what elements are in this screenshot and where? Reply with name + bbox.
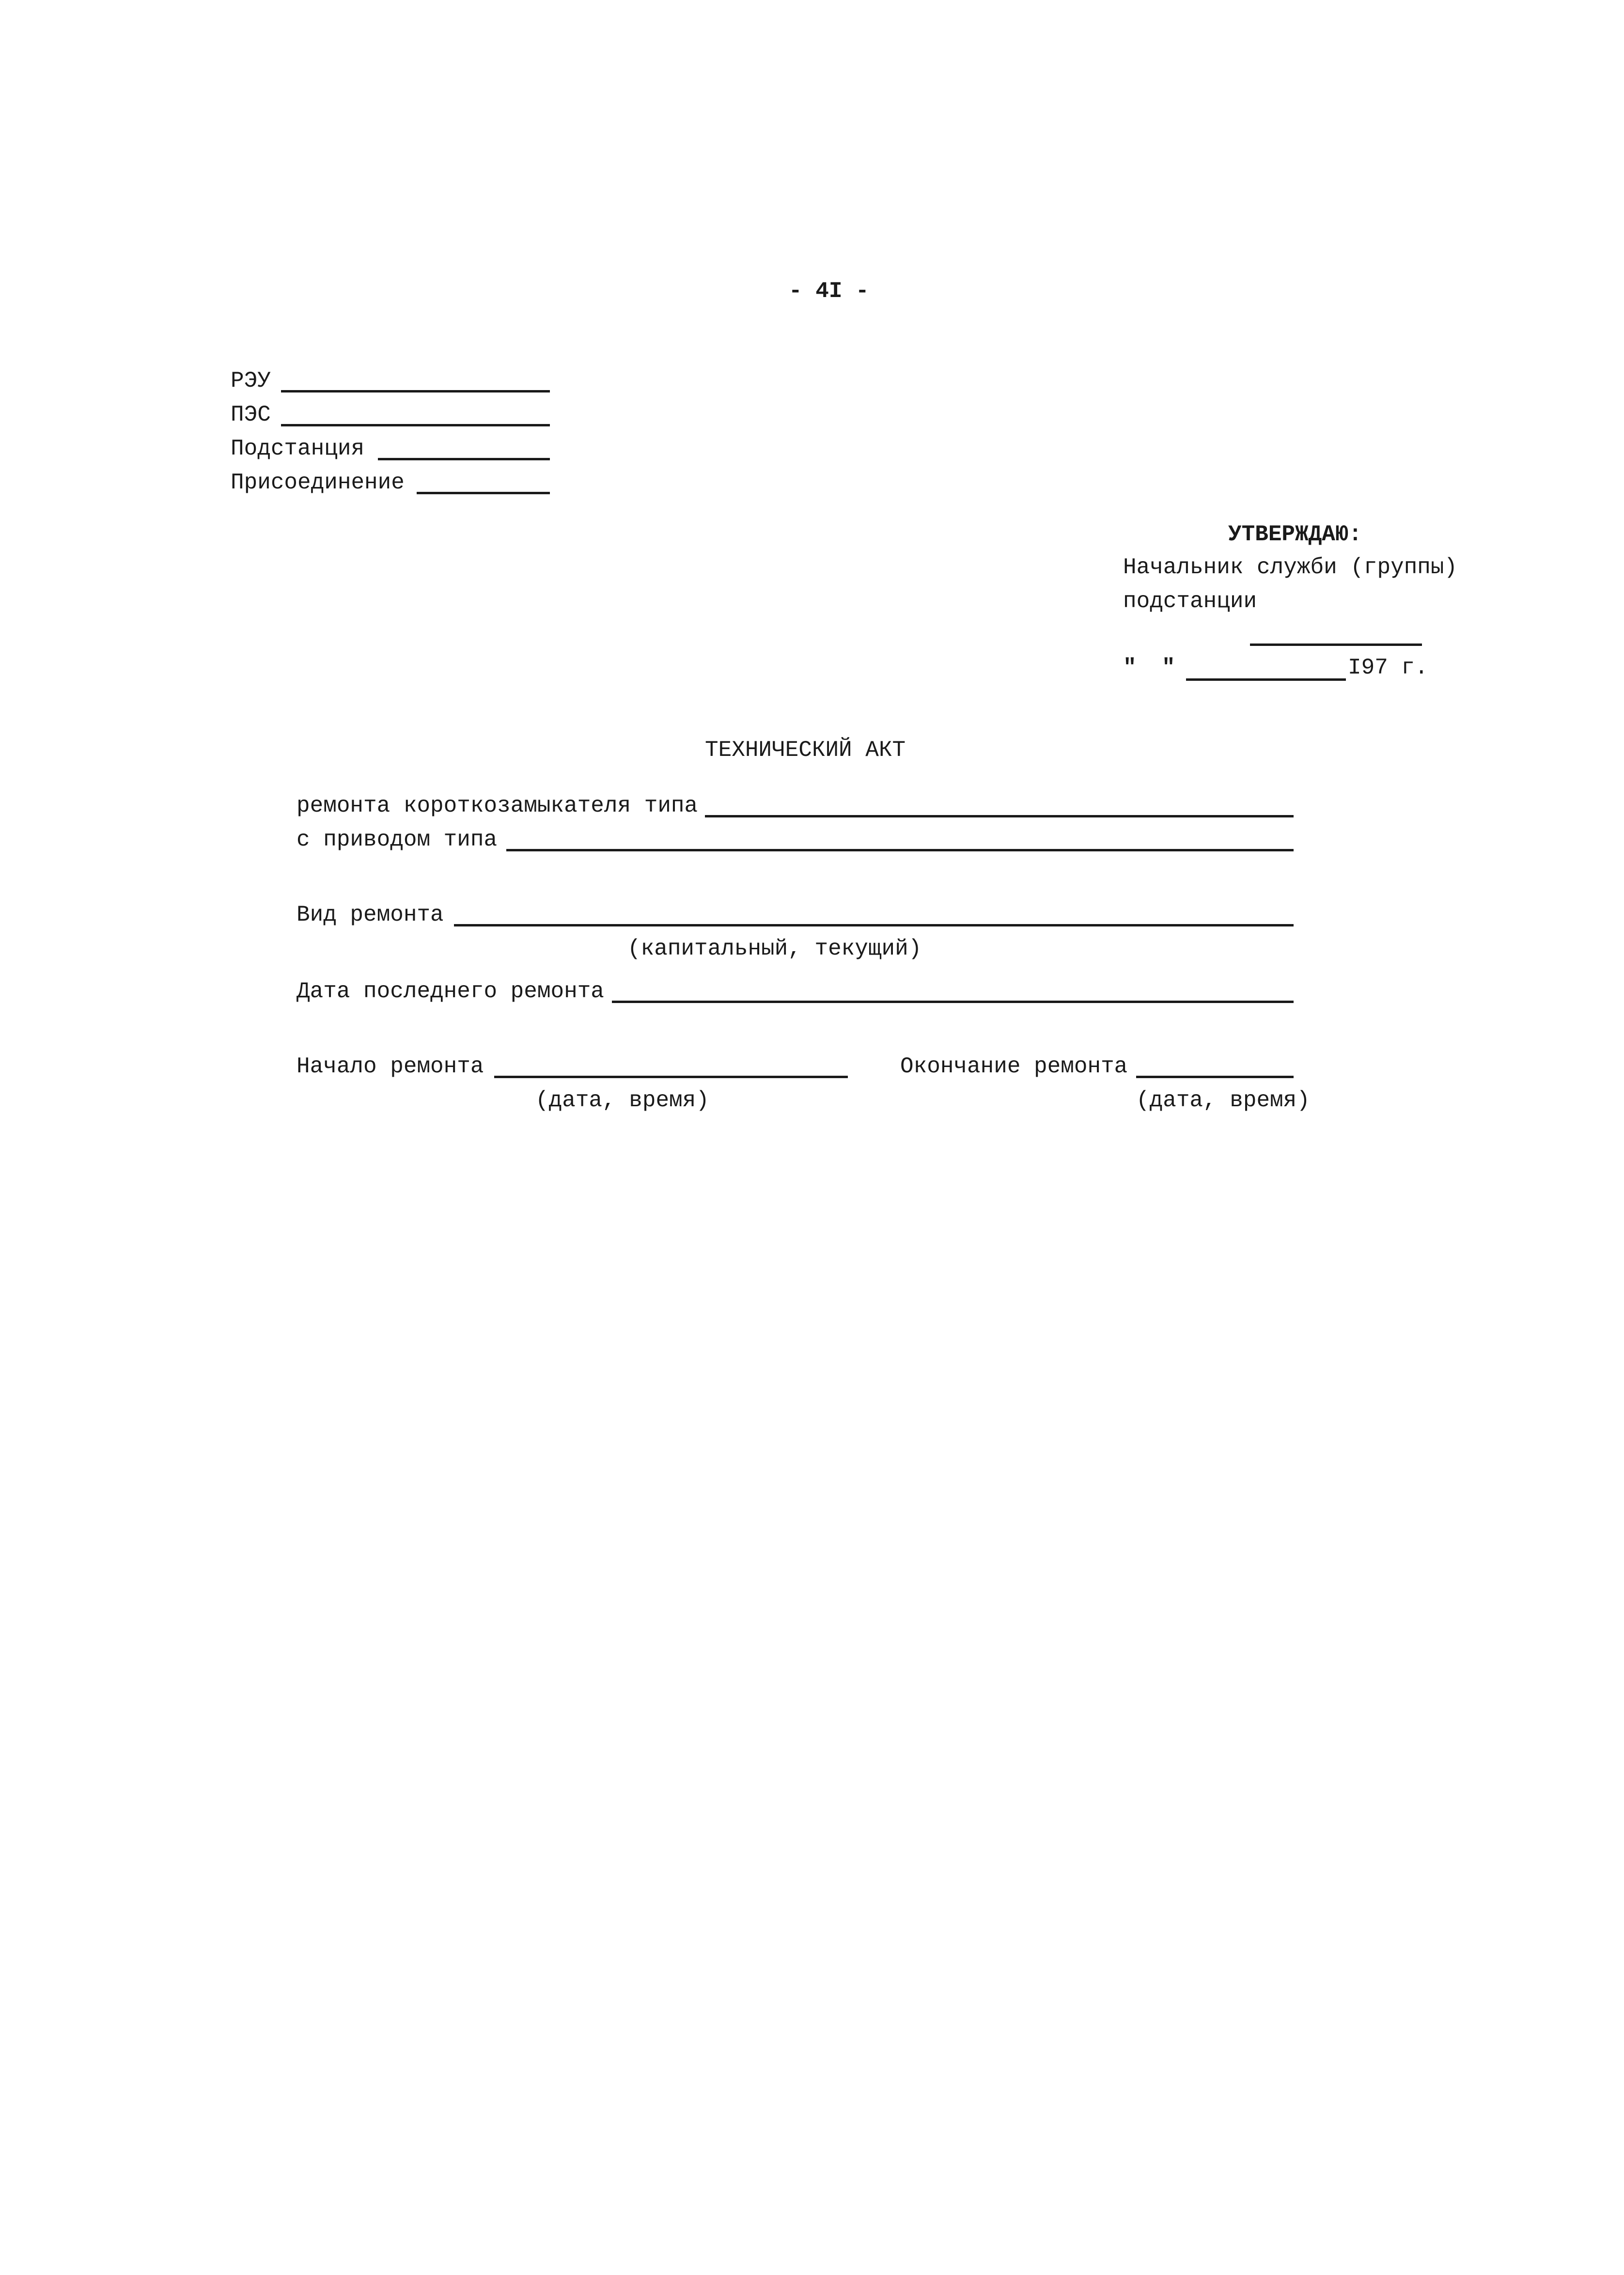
repair-kind-line[interactable] xyxy=(454,924,1294,926)
start-label: Начало ремонта xyxy=(297,1054,484,1079)
connection-label: Присоединение xyxy=(231,470,405,495)
approval-year: I97 г. xyxy=(1348,655,1428,680)
document-title: ТЕХНИЧЕСКИЙ АКТ xyxy=(705,737,906,763)
breaker-type-line[interactable] xyxy=(705,815,1294,817)
drive-type-label: с приводом типа xyxy=(297,827,498,852)
substation-field-line[interactable] xyxy=(378,458,550,460)
last-repair-label: Дата последнего ремонта xyxy=(297,979,604,1004)
pes-field-line[interactable] xyxy=(281,424,550,426)
end-line[interactable] xyxy=(1136,1076,1294,1078)
drive-type-line[interactable] xyxy=(506,849,1294,851)
approval-date-line[interactable] xyxy=(1186,678,1346,681)
approval-title: УТВЕРЖДАЮ: xyxy=(1228,522,1362,547)
substation-label: Подстанция xyxy=(231,436,365,461)
repair-kind-label: Вид ремонта xyxy=(297,902,444,927)
rey-field-line[interactable] xyxy=(281,390,550,392)
approval-quote-close: " xyxy=(1162,655,1175,680)
rey-label: РЭУ xyxy=(231,368,271,393)
pes-label: ПЭС xyxy=(231,402,271,427)
repair-kind-hint: (капитальный, текущий) xyxy=(627,936,922,961)
end-label: Окончание ремонта xyxy=(900,1054,1128,1079)
start-hint: (дата, время) xyxy=(535,1088,709,1113)
start-line[interactable] xyxy=(494,1076,848,1078)
approval-quote-open: " xyxy=(1123,655,1137,680)
end-hint: (дата, время) xyxy=(1136,1088,1310,1113)
last-repair-line[interactable] xyxy=(612,1001,1294,1003)
page-number: - 4I - xyxy=(789,279,869,304)
approval-signature-line[interactable] xyxy=(1250,643,1422,646)
approval-line1: Начальник служби (группы) xyxy=(1123,555,1458,580)
approval-line2: подстанции xyxy=(1123,589,1257,614)
connection-field-line[interactable] xyxy=(417,492,550,494)
breaker-type-label: ремонта короткозамыкателя типа xyxy=(297,793,698,818)
